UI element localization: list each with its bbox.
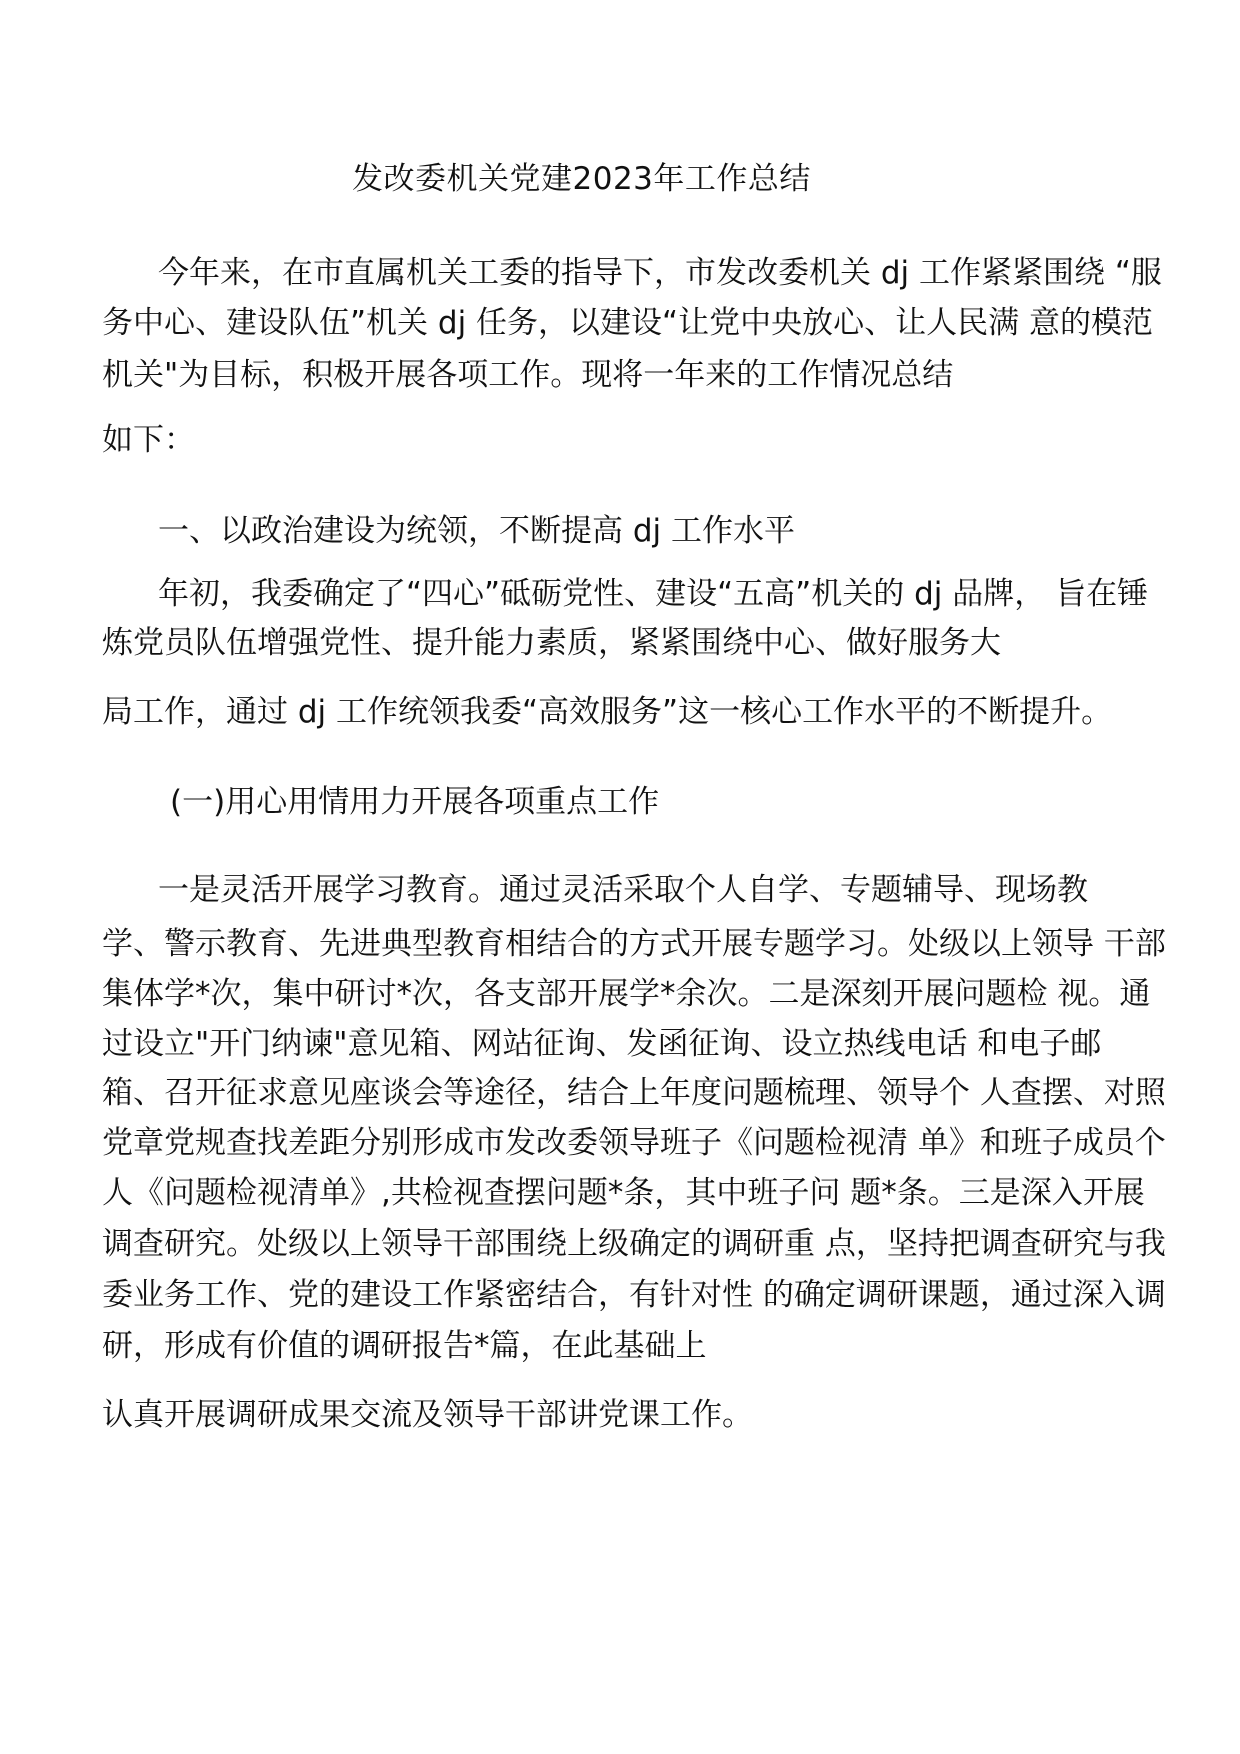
section1-paragraph-line-2: 炼党员队伍增强党性、提升能力素质，紧紧围绕中心、做好服务大 [102, 625, 1001, 661]
intro-line-4: 如下： [102, 422, 195, 458]
body-line-2: 学、警示教育、先进典型教育相结合的方式开展专题学习。处级以上领导 干部 [102, 926, 1166, 962]
body-line-6: 党章党规查找差距分别形成市发改委领导班子《问题检视清 单》和班子成员个 [102, 1125, 1166, 1161]
document-title: 发改委机关党建2023年工作总结 [352, 161, 811, 197]
intro-line-1: 今年来，在市直属机关工委的指导下，市发改委机关 dj 工作紧紧围绕 “服 [158, 255, 1162, 291]
body-line-1: 一是灵活开展学习教育。通过灵活采取个人自学、专题辅导、现场教 [158, 872, 1088, 908]
intro-line-2: 务中心、建设队伍”机关 dj 任务，以建设“让党中央放心、让人民满 意的模范 [102, 305, 1153, 341]
section1-paragraph-line-1: 年初，我委确定了“四心”砥砺党性、建设“五高”机关的 dj 品牌， 旨在锤 [158, 576, 1149, 612]
section1-paragraph-line-3: 局工作，通过 dj 工作统领我委“高效服务”这一核心工作水平的不断提升。 [102, 694, 1113, 730]
subsection-heading-1: (一)用心用情用力开展各项重点工作 [170, 784, 660, 820]
section-heading-1: 一、以政治建设为统领，不断提高 dj 工作水平 [158, 513, 795, 549]
body-line-4: 过设立"开门纳谏"意见箱、网站征询、发函征询、设立热线电话 和电子邮 [102, 1026, 1102, 1062]
body-line-7: 人《问题检视清单》,共检视查摆问题*条，其中班子问 题*条。三是深入开展 [102, 1175, 1145, 1211]
body-line-8: 调查研究。处级以上领导干部围绕上级确定的调研重 点，坚持把调查研究与我 [102, 1226, 1166, 1262]
body-line-11: 认真开展调研成果交流及领导干部讲党课工作。 [102, 1397, 753, 1433]
body-line-3: 集体学*次，集中研讨*次，各支部开展学*余次。二是深刻开展问题检 视。通 [102, 976, 1151, 1012]
intro-line-3: 机关"为目标，积极开展各项工作。现将一年来的工作情况总结 [102, 357, 954, 393]
body-line-9: 委业务工作、党的建设工作紧密结合，有针对性 的确定调研课题，通过深入调 [102, 1277, 1166, 1313]
body-line-10: 研，形成有价值的调研报告*篇，在此基础上 [102, 1328, 707, 1364]
body-line-5: 箱、召开征求意见座谈会等途径，结合上年度问题梳理、领导个 人查摆、对照 [102, 1075, 1166, 1111]
